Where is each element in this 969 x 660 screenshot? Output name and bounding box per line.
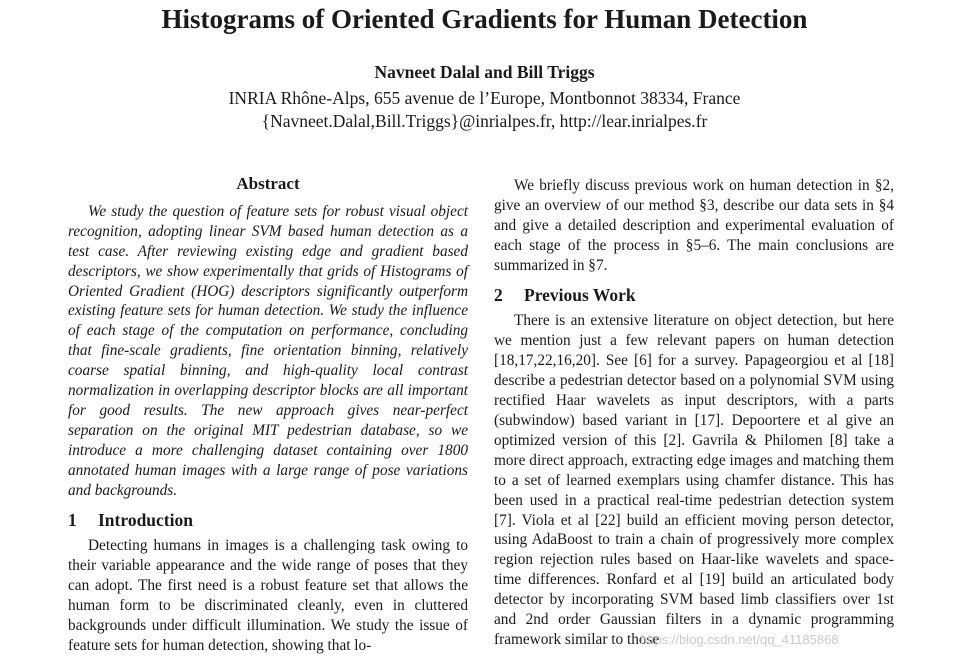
previous-work-text: There is an extensive literature on object detection, but here we mention just a few relevant papers on human detection [18,17,22,16,20]. See [6] for a survey. Papageorgiou et al [18] describe a pedestrian detector based on a polynomial SVM using rectified Haar wavelets as input descriptors, with a parts (subwindow) based variant in [17]. Depoortere et al give an optimized version of this [2]. Gavrila & Philomen [8] take a more direct approach, extracting edge images and matching them to a set of learned exemplars using chamfer distance. This has been used in a practical real-time pedestrian detection system [7]. Viola et al [22] build an efficient moving person detector, using AdaBoost to train a chain of progressively more complex region rejection rules based on Haar-like wavelets and space-time differences. Ronfard et al [19] build an articulated body detector by incorporating SVM based limb classifiers over 1st and 2nd order Gaussian filters in a dynamic programming framework similar to those bbox=[494, 312, 894, 648]
watermark: https://blog.csdn.net/qq_41185868 bbox=[640, 632, 839, 647]
section-title: Previous Work bbox=[524, 284, 636, 305]
paper-title: Histograms of Oriented Gradients for Human Detection bbox=[161, 4, 808, 34]
section-number: 1 bbox=[68, 509, 77, 530]
paper-affiliation: INRIA Rhône-Alps, 655 avenue de l’Europe, Montbonnot 38334, France bbox=[228, 88, 741, 108]
paper-authors: Navneet Dalal and Bill Triggs bbox=[374, 62, 595, 82]
introduction-text: Detecting humans in images is a challenging task owing to their variable appearance and the wide range of poses that they can adopt. The first need is a robust feature set that allows the human form to be discriminated cleanly, even in cluttered backgrounds under difficult illumination. We study the issue of feature sets for human detection, showing that lo- bbox=[68, 537, 468, 654]
abstract-text: We study the question of feature sets for robust visual object recognition, adopting linear SVM based human detection as a test case. After reviewing existing edge and gradient based descriptors, we show experimentally that grids of Histograms of Oriented Gradient (HOG) descriptors significantly outperform existing feature sets for human detection. We study the influence of each stage of the computation on performance, concluding that fine-scale gradients, fine orientation binning, relatively coarse spatial binning, and high-quality local contrast normalization in overlapping descriptor blocks are all important for good results. The new approach gives near-perfect separation on the original MIT pedestrian database, so we introduce a more challenging dataset containing over 1800 annotated human images with a large range of pose variations and backgrounds. bbox=[68, 202, 468, 499]
introduction-continued-text: We briefly discuss previous work on human detection in §2, give an overview of our method §3, describe our data sets in §4 and give a detailed description and experimental evaluation of each stage of the process in §5–6. The main conclusions are summarized in §7. bbox=[494, 177, 894, 274]
section-title: Introduction bbox=[98, 509, 193, 530]
section-number: 2 bbox=[494, 284, 503, 305]
abstract-heading: Abstract bbox=[236, 174, 300, 193]
right-column bbox=[494, 176, 894, 650]
left-column bbox=[68, 174, 468, 656]
section-heading-introduction bbox=[68, 511, 468, 531]
paper-contact: {Navneet.Dalal,Bill.Triggs}@inrialpes.fr, http://lear.inrialpes.fr bbox=[261, 111, 708, 131]
section-heading-previous-work bbox=[494, 286, 894, 306]
